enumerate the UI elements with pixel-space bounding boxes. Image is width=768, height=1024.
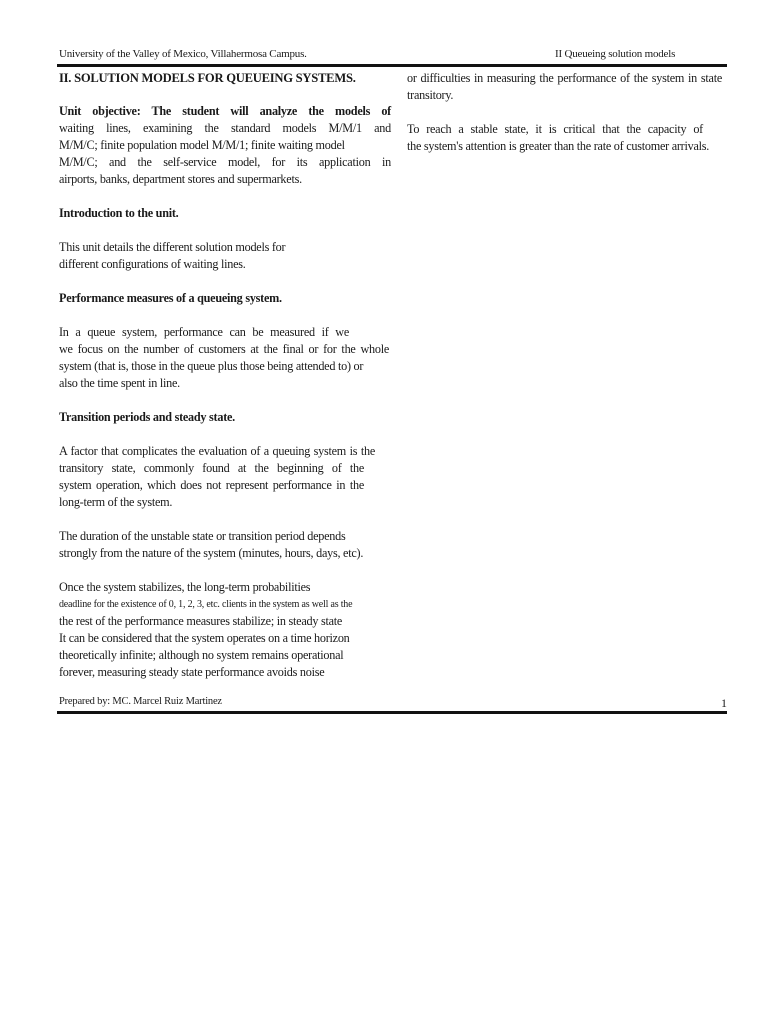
steady-state-paragraph xyxy=(59,579,391,681)
trans-line-2: transitory state, commonly found at the beginning of the xyxy=(59,461,364,475)
duration-line-1: The duration of the unstable state or transition period depends xyxy=(59,529,346,543)
transition-paragraph xyxy=(59,443,391,511)
intro-heading: Introduction to the unit. xyxy=(59,206,179,220)
trans-line-4: long-term of the system. xyxy=(59,495,173,509)
prepared-by: Prepared by: MC. Marcel Ruiz Martinez xyxy=(59,696,222,707)
stabilize-line-5: theoretically infinite; although no system remains operational xyxy=(59,648,344,662)
stable-state-paragraph xyxy=(407,121,722,155)
duration-line-2: strongly from the nature of the system (minutes, hours, days, etc). xyxy=(59,546,364,560)
stabilize-line-6: forever, measuring steady state performance avoids noise xyxy=(59,665,325,679)
continuation-paragraph xyxy=(407,70,722,104)
header-chapter: II Queueing solution models xyxy=(555,48,676,60)
trans-line-3: system operation, which does not represent performance in the xyxy=(59,478,364,492)
intro-line-2: different configurations of waiting lines. xyxy=(59,257,246,271)
intro-line-1: This unit details the different solution models for xyxy=(59,240,286,254)
perf-line-4: also the time spent in line. xyxy=(59,376,180,390)
page-number: 1 xyxy=(721,696,727,710)
objective-line-4: M/M/C; and the self-service model, for its application in xyxy=(59,155,391,169)
section-title: II. SOLUTION MODELS FOR QUEUEING SYSTEMS. xyxy=(59,71,356,85)
performance-heading: Performance measures of a queueing system. xyxy=(59,291,282,305)
duration-paragraph xyxy=(59,528,391,562)
stabilize-line-4: It can be considered that the system operates on a time horizon xyxy=(59,631,350,645)
header-rule xyxy=(57,64,727,67)
footer-rule xyxy=(57,711,727,714)
intro-paragraph xyxy=(59,239,391,273)
stabilize-line-1: Once the system stabilizes, the long-term probabilities xyxy=(59,580,311,594)
objective-line-2: waiting lines, examining the standard models M/M/1 and xyxy=(59,121,391,135)
stabilize-line-2: deadline for the existence of 0, 1, 2, 3, etc. clients in the system as well as the xyxy=(59,599,353,610)
cont-line-2: transitory. xyxy=(407,88,454,102)
objective-line-3: M/M/C; finite population model M/M/1; finite waiting model xyxy=(59,138,345,152)
stable-line-2: the system's attention is greater than the rate of customer arrivals. xyxy=(407,139,710,153)
performance-paragraph xyxy=(59,324,391,392)
unit-objective-paragraph xyxy=(59,103,391,188)
cont-line-1: or difficulties in measuring the performance of the system in state xyxy=(407,71,722,85)
objective-line-1: Unit objective: The student will analyze the models of xyxy=(59,104,391,118)
right-column xyxy=(407,70,722,155)
perf-line-3: system (that is, those in the queue plus those being attended to) or xyxy=(59,359,364,373)
perf-line-1: In a queue system, performance can be measured if we xyxy=(59,325,349,339)
header-institution: University of the Valley of Mexico, Villahermosa Campus. xyxy=(59,48,307,60)
stabilize-line-3: the rest of the performance measures stabilize; in steady state xyxy=(59,614,343,628)
objective-line-5: airports, banks, department stores and supermarkets. xyxy=(59,172,302,186)
left-column xyxy=(59,70,391,681)
trans-line-1: A factor that complicates the evaluation of a queuing system is the xyxy=(59,444,375,458)
transition-heading: Transition periods and steady state. xyxy=(59,410,235,424)
perf-line-2: we focus on the number of customers at the final or for the whole xyxy=(59,342,389,356)
stable-line-1: To reach a stable state, it is critical that the capacity of xyxy=(407,122,703,136)
